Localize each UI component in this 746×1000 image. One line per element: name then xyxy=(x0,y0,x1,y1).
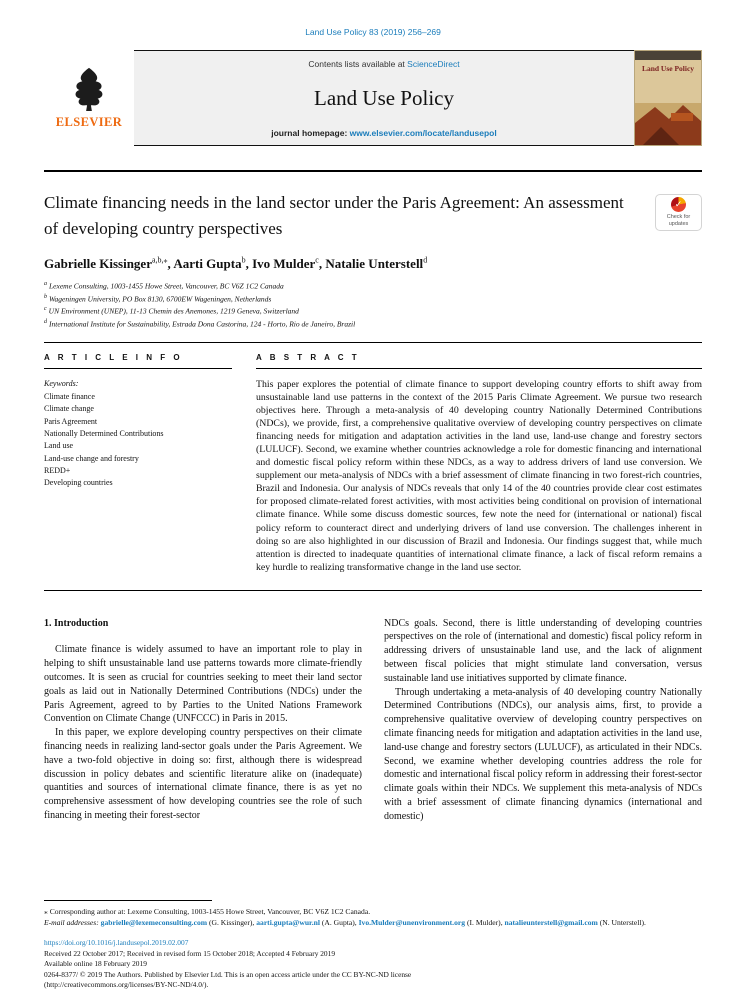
info-abstract-block xyxy=(44,342,702,590)
doi-link[interactable]: https://doi.org/10.1016/j.landusepol.2019.02.007 xyxy=(44,938,189,948)
sciencedirect-link[interactable]: ScienceDirect xyxy=(407,59,460,69)
keyword: Paris Agreement xyxy=(44,416,98,426)
affiliation xyxy=(44,293,702,306)
email-owner: (N. Unterstell). xyxy=(597,918,646,928)
author-name: Ivo Mulder xyxy=(252,256,316,272)
email-link[interactable]: gabrielle@lexemeconsulting.com xyxy=(100,918,208,928)
keyword: Climate finance xyxy=(44,391,95,401)
section-heading: 1. Introduction xyxy=(44,617,109,629)
author-separator: , xyxy=(318,256,326,272)
cover-masthead-strip xyxy=(635,51,701,60)
abstract-heading: A B S T R A C T xyxy=(256,353,702,369)
author-name: Natalie Unterstell xyxy=(325,256,424,272)
homepage-prefix: journal homepage: xyxy=(271,128,350,138)
author-name: Aarti Gupta xyxy=(173,256,242,272)
affiliation-mark: d xyxy=(44,318,47,325)
affiliation-text: UN Environment (UNEP), 11-13 Chemin des Anemones, 1219 Geneva, Switzerland xyxy=(48,306,299,316)
email-link[interactable]: natalieunterstell@gmail.com xyxy=(504,918,598,928)
affiliation-text: Lexeme Consulting, 1003-1455 Howe Street, Vancouver, BC V6Z 1C2 Canada xyxy=(49,281,284,291)
affiliation-mark: a xyxy=(44,281,47,288)
received-dates: Received 22 October 2017; Received in revised form 15 October 2018; Accepted 4 February 2019 xyxy=(44,948,336,958)
homepage-link[interactable]: www.elsevier.com/locate/landusepol xyxy=(349,128,497,138)
keyword: REDD+ xyxy=(44,466,71,476)
affiliation xyxy=(44,318,702,331)
author-separator: , xyxy=(167,256,174,272)
affiliation-text: International Institute for Sustainability, Estrada Dona Castorina, 124 - Horto, Rio de Janeiro, Brazil xyxy=(49,319,356,329)
author xyxy=(252,256,325,271)
author-affil-marks: c xyxy=(315,256,319,265)
author-affil-marks: b xyxy=(241,256,246,265)
paragraph: NDCs goals. Second, there is little understanding of developing countries perspectives on the role of (international and domestic) fiscal policy reform in addressing drivers of unsustainable land use, and the lack of alignment between fiscal policies that might stimulate land conversation, versus sustainable land use initiatives supported by climate finance. xyxy=(384,617,702,684)
homepage-line xyxy=(271,128,496,138)
keyword: Nationally Determined Contributions xyxy=(44,428,164,438)
paragraph: In this paper, we explore developing country perspectives on their climate financing needs in realizing land-sector goals under the Paris Agreement. We have a two-fold objective in doing so: first, although there is widespread discussion in policy debates and scientific literature alike on (inadequate) quantities and sources of international climate finance, there is as yet no comprehensive assessment of how developing countries see the role of such financing in meeting their forest-sector xyxy=(44,727,362,821)
license-line: (http://creativecommons.org/licenses/BY-NC-ND/4.0/). xyxy=(44,980,209,990)
contents-line xyxy=(308,59,459,69)
article-info-heading: A R T I C L E I N F O xyxy=(44,353,232,369)
contents-prefix: Contents lists available at xyxy=(308,59,408,69)
article-title: Climate financing needs in the land sector under the Paris Agreement: An assessment of developing country perspectives xyxy=(44,193,624,238)
journal-header xyxy=(44,50,702,146)
corresponding-author-note: ⁎ Corresponding author at: Lexeme Consulting, 1003-1455 Howe Street, Vancouver, BC V6Z 1C2 Canada. xyxy=(44,906,371,916)
elsevier-tree-icon xyxy=(69,66,109,112)
keyword: Developing countries xyxy=(44,478,113,488)
available-online: Available online 18 February 2019 xyxy=(44,959,147,969)
page-footer xyxy=(44,900,702,991)
body-column-right xyxy=(384,617,702,824)
author xyxy=(44,256,173,271)
author-separator: , xyxy=(245,256,253,272)
affiliation-mark: c xyxy=(44,306,47,313)
footnotes xyxy=(44,906,702,929)
elsevier-wordmark: ELSEVIER xyxy=(55,115,123,129)
check-for-updates-label: Check for updates xyxy=(666,214,691,227)
email-link[interactable]: aarti.gupta@wur.nl xyxy=(256,918,320,928)
header-divider xyxy=(44,170,702,172)
email-owner: (A. Gupta), xyxy=(319,918,359,928)
abstract-text: This paper explores the potential of climate finance to support developing country efforts to shift away from unsustainable land use patterns in the context of the 2015 Paris Climate Agreement. We pursue two research objectives here. Through a meta-analysis of 40 developing country Nationally Determined Contributions (NDCs), we provide, first, a comprehensive qualitative overview of developing country perspectives on climate financing needs for mitigation and adaptation activities in the land use, land-use change and forestry sectors (LULUCF). Second, we examine whether countries acknowledge a role for domestic financing and international and domestic fiscal policy reform within these NDCs, as a way to address drivers of land use conversion. We supplement our meta-analysis of NDCs with a brief assessment of climate financing in two forest-rich countries, Brazil and Indonesia. Our analysis of NDCs reveals that only 14 of the 40 countries provide clear cost estimates for proposed climate-related forest activities, with most activities being conditional on provision of international climate finance. While some discuss domestic sources, few note the need for (international or national) fiscal policy reform to counteract direct and underlying drivers of land use conversion. The challenges inherent in doing so are also highlighted in our discussion of Brazil and Indonesia. Our findings suggest that, while much attention is directed to inadequate quantities of international climate finance, a lack of fiscal reform remains a key hurdle to realizing transformative change in the land use sector. xyxy=(256,379,702,573)
author xyxy=(173,256,252,271)
publication-info xyxy=(44,938,702,991)
affiliation-mark: b xyxy=(44,293,47,300)
affiliation-text: Wageningen University, PO Box 8130, 6700EW Wageningen, Netherlands xyxy=(49,294,272,304)
journal-citation: Land Use Policy 83 (2019) 256–269 xyxy=(305,27,441,37)
cover-title: Land Use Policy xyxy=(641,64,695,73)
affiliation xyxy=(44,280,702,293)
article-info-column xyxy=(44,353,232,573)
keyword: Land use xyxy=(44,441,74,451)
email-owner: (I. Mulder), xyxy=(465,918,505,928)
journal-cover-thumbnail xyxy=(634,50,702,146)
email-label: E-mail addresses: xyxy=(44,918,101,928)
paragraph: Through undertaking a meta-analysis of 40 developing country Nationally Determined Contributions (NDCs), our analysis aims, first, to provide a comprehensive qualitative overview of developing country perspectives on climate financing needs for mitigation and adaptation activities in the land use, land-use change and forestry sectors (LULUCF), as articulated in their NDCs. Second, we examine whether developing countries address the role for domestic and international fiscal policy reform in addressing their forest-sector climate goals within their NDCs. We supplement this meta-analysis of NDCs with a brief assessment of climate financing dynamics (international and domestic) xyxy=(384,686,702,822)
email-link[interactable]: Ivo.Mulder@unenvironment.org xyxy=(358,918,466,928)
keyword: Land-use change and forestry xyxy=(44,453,139,463)
author-affil-marks: a,b,⁎ xyxy=(151,256,168,265)
introduction-section xyxy=(44,617,702,824)
email-addresses-line xyxy=(44,917,702,928)
email-owner: (G. Kissinger), xyxy=(207,918,257,928)
abstract-column xyxy=(256,353,702,573)
affiliations xyxy=(44,280,702,330)
author xyxy=(325,256,427,271)
keywords-label: Keywords: xyxy=(44,379,79,389)
elsevier-logo xyxy=(44,50,134,146)
journal-banner xyxy=(134,50,634,146)
affiliation xyxy=(44,305,702,318)
author-name: Gabrielle Kissinger xyxy=(44,256,152,272)
paragraph: Climate finance is widely assumed to have an important role to play in helping to shift unsustainable land use patterns towards more climate-friendly outcomes. It is seen as crucial for countries seeking to meet their land sector goals as laid out in Nationally Determined Contributions (NDCs) under the Paris Agreement, agreed to by Parties to the United Nations Framework Convention on Climate Change (UNFCCC) in Paris in 2015. xyxy=(44,644,362,725)
keyword: Climate change xyxy=(44,404,94,414)
check-for-updates-badge[interactable] xyxy=(655,194,702,231)
journal-title: Land Use Policy xyxy=(314,86,454,110)
crossmark-icon: ✓ xyxy=(671,197,686,212)
copyright-line: 0264-8377/ © 2019 The Authors. Published by Elsevier Ltd. This is an open access article under the CC BY-NC-ND license xyxy=(44,969,412,979)
keywords-list xyxy=(44,378,232,490)
author-affil-marks: d xyxy=(423,256,428,265)
author-line xyxy=(44,256,702,272)
body-column-left xyxy=(44,617,362,824)
footnote-divider xyxy=(44,900,212,901)
cover-art xyxy=(635,93,701,145)
